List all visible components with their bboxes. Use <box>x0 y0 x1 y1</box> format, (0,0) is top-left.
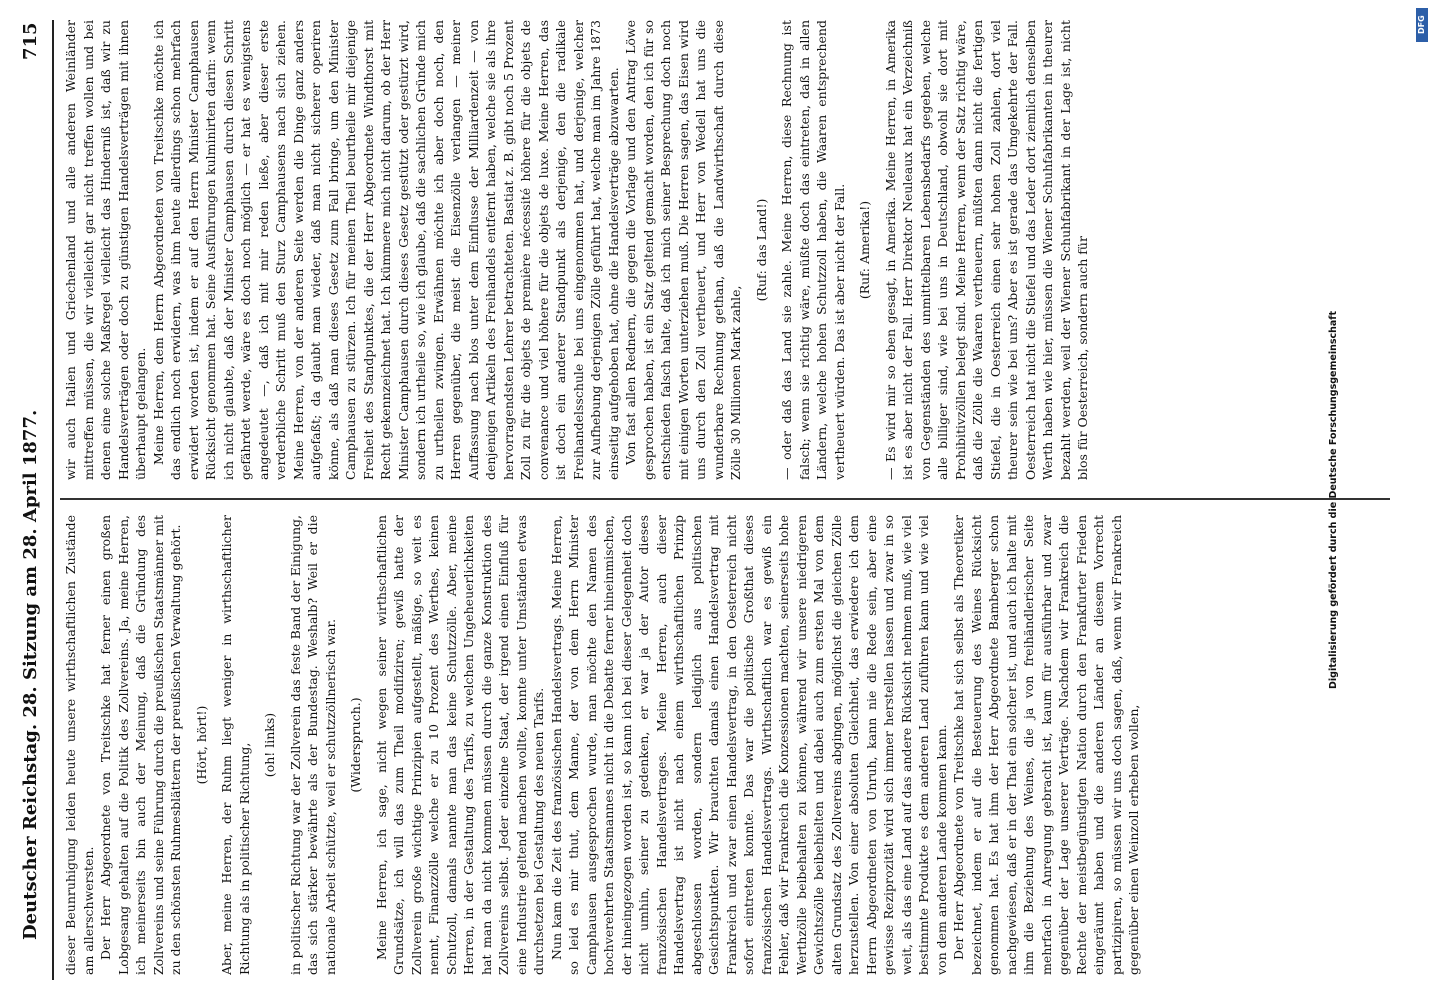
left-column-paragraph: Aber, meine Herren, der Ruhm liegt weniger in wirthschaftlicher Richtung als in politischer Richtung, <box>219 515 252 975</box>
left-column-interjection: (oh! links) <box>262 712 277 778</box>
header-rule <box>52 20 54 980</box>
right-column-paragraph: — Es wird mir so eben gesagt, in Amerika. Meine Herren, in Amerika ist es aber nicht der Fall. Herr Direktor Neuleaux hat ein Verzeichniß von Gegenständen des unmittelbaren Lebensbedarfs gegeben, welche alle billiger sind, wie bei uns in Deutschland, obwohl sie dort mit Prohibitivzöllen belegt sind. Meine Herren, wenn der Satz richtig wäre, daß die Zölle die Waaren vertheuern, müßten dann nicht die fertigen Stiefel, die in Oesterreich einen sehr hohen Zoll zahlen, dort viel theurer sein wie bei uns? Aber es ist gerade das Umgekehrte der Fall. Oesterreich hat nicht die Stiefel und das Leder dort ziemlich denselben Werth haben wie hier, müssen die Wiener Schuhfabrikanten in theurer bezahlt werden, weil der Wiener Schuhfabrikant in der Lage ist, nicht blos für Oesterreich, sondern auch für <box>882 20 1090 480</box>
left-column-paragraph: in politischer Richtung war der Zollverein das feste Band der Einigung, das sich stärker bewährte als der Bundestag. Weshalb? Weil er die nationale Arbeit schützte, weil er schutzzöllnerisch war. <box>287 515 338 975</box>
credit-text: Digitalisierung gefördert durch die Deutsche Forschungsgemeinschaft <box>1328 311 1339 689</box>
dfg-logo: DFG <box>1416 8 1428 42</box>
left-column-paragraph: Meine Herren, ich sage, nicht wegen seiner wirthschaftlichen Grundsätze, ich will das zum Theil modifiziren; gewiß hatte der Zollverein große wichtige Prinzipien aufgestellt, mäßige, so weit es nennt, Finanzzölle welche er zu 10 Prozent des Werthes, keinen Schutzoll, damals nannte man das keine Schutzzölle. Aber, meine Herren, in der Gestaltung des Tarifs, zu welchen Ungeheuerlichkeiten hat man da nicht kommen müssen durch die ganze Konstruktion des Zollvereins selbst. Jeder einzelne Staat, der irgend einen Einfluß für eine Industrie geltend machen wollte, konnte unter Umständen etwas durchsetzen bei Gestaltung des neuen Tarifs. <box>373 515 546 975</box>
left-column-paragraph: Der Herr Abgeordnete von Treitschke hat sich selbst als Theoretiker bezeichnet, indem er auf die Besteuerung des Weines Rücksicht genommen hat. Es hat ihm der Herr Abgeordnete Bamberger schon nachgewiesen, daß er in der That ein solcher ist, und auch ich halte mit ihm die Beziehung des Weines, die ja von freihändlerischer Seite mehrfach in Anregung gebracht ist, kaum für ausführbar und zwar gegenüber der Lage unserer Verträge. Nachdem wir Frankreich die Rechte der meistbegünstigten Nation durch den Frankfurter Frieden eingeräumt haben und die anderen Länder an diesem Vorrecht partizipiren, so müssen wir uns doch sagen, daß, wenn wir Frankreich gegenüber einen Weinzoll erheben wollen, <box>951 515 1141 975</box>
digitization-credit <box>1312 0 1339 1000</box>
right-column-paragraph: Meine Herren, dem Herrn Abgeordneten von Treitschke möchte ich das endlich noch erwidern, was ihm heute allerdings schon mehrfach erwidert worden ist, indem er auf den Herrn Minister Camphausen Rücksicht genommen hat. Seine Ausführungen kulminirten darin: wenn ich nicht glaubte, daß der Minister Camphausen durch diesen Schritt gefährdet werde, wäre es doch noch möglich — er hat es wenigstens angedeutet —, daß ich mit mir reden ließe, aber dieser erste verderbliche Schritt muß den Sturz Camphausens nach sich ziehen. Meine Herren, von der anderen Seite werden die Dinge ganz anders aufgefaßt; da glaubt man wieder, daß man nicht sicherer operiren könne, als daß man dieses Gesetz zum Fall bringe, um den Minister Camphausen zu stürzen. Ich für meinen Theil beurtheile mir diejenige Freiheit des Standpunktes, die der Herr Abgeordnete Windthorst mit Recht gekennzeichnet hat. Ich kümmere mich nicht darum, ob der Herr Minister Camphausen durch dieses Gesetz gestützt oder gestürzt wird, sondern ich urtheile so, wie ich glaube, daß die sachlichen Gründe mich zu urtheilen zwingen. Erwähnen möchte ich aber doch noch, den Herren gegenüber, die meist die Eisenzölle verlangen — meiner Auffassung nach blos unter dem Einflusse der Milliardenzeit — von denjenigen Artikeln des Freihandels entfernt haben, welche sie als ihre hervorragendsten Lehrer betrachteten. Bastiat z. B. gibt noch 5 Prozent Zoll zu für die objets de première nécessité höhere für die objets de convenance und viel höhere für die objets de luxe. Meine Herren, das ist doch ein anderer Standpunkt als derjenige, den die radikale Freihandelsschule bei uns eingenommen hat, und derjenige, welcher zur Aufhebung derjenigen Zölle geführt hat, welche man im Jahre 1873 einseitig aufgehoben hat, ohne die Handelsverträge abzuwarten. <box>150 20 621 480</box>
column-divider <box>60 498 1390 500</box>
left-column-paragraph: Nun kam die Zeit des französischen Handelsvertrags. Meine Herren, so leid es mir thut, dem Manne, der von dem Herrn Minister Camphausen ausgesprochen wurde, man möchte den Namen des hochverehrten Staatsmannes nicht in die Debatte ferner hineinmischen, der hineingezogen worden ist, so kann ich bei dieser Gelegenheit doch nicht umhin, seiner zu gedenken, er war ja der Autor dieses französischen Handelsvertrages. Meine Herren, auch dieser Handelsvertrag ist nicht nach einem wirthschaftlichen Prinzip abgeschlossen worden, sondern lediglich aus politischen Gesichtspunkten. Wir brauchten damals einen Handelsvertrag mit Frankreich und zwar einen Handelsvertrag, in den Oesterreich nicht sofort eintreten konnte. Das war die politische Großthat dieses französischen Handelsvertrags. Wirthschaftlich war es gewiß ein Fehler, daß wir Frankreich die Konzessionen machten, seinerseits hohe Werthzölle beibehalten zu können, während wir unsere niedrigeren Gewichtszölle beibehielten und dabei auch zum ersten Mal von dem alten Grundsatz des Zollvereins abgingen, möglichst die gleichen Zölle herzustellen. Von einer absoluten Gleichheit, das erwiedere ich dem Herrn Abgeordneten von Unruh, kann nie die Rede sein, aber eine gewisse Reziprozität wird sich immer herstellen lassen und zwar in so weit, als das eine Land auf das andere Rücksicht nehmen muß, wie viel bestimmte Produkte es dem anderen Land zuführen kann und wie viel von dem anderen Lande kommen kann. <box>548 515 949 975</box>
right-column <box>62 20 1392 480</box>
left-column <box>62 515 1392 975</box>
left-column-paragraph: Der Herr Abgeordnete von Treitschke hat ferner einen großen Lobgesang gehalten auf die Politik des Zollvereins. Ja, meine Herren, ich meinerseits bin auch der Meinung, daß die Gründung des Zollvereins und seine Führung durch die preußischen Staatsmänner mit zu den schönsten Ruhmesblättern der preußischen Verwaltung gehört. <box>98 515 183 975</box>
right-column-interjection: (Ruf: Amerika!) <box>857 200 872 300</box>
left-column-interjection: (Widerspruch.) <box>348 697 363 793</box>
right-column-paragraph: wir auch Italien und Griechenland und alle anderen Weinländer mittreffen müssen, die wir vielleicht gar nicht treffen wollen und bei denen eine solche Maßregel vielleicht das Hinderniß ist, daß wir zu Handelsverträgen oder doch zu günstigen Handelsverträgen mit ihnen überhaupt gelangen. <box>63 20 148 480</box>
page-number: 715 <box>20 22 41 60</box>
left-column-interjection: (Hört, hört!) <box>193 705 209 785</box>
left-column-paragraph: dieser Beunruhigung leiden heute unsere wirthschaftlichen Zustände am allerschwersten. <box>63 515 96 975</box>
right-column-interjection: (Ruf: das Land!) <box>753 198 769 302</box>
page-header <box>20 0 50 1000</box>
right-column-paragraph: Von fast allen Rednern, die gegen die Vorlage und den Antrag Löwe gesprochen haben, ist ein Satz geltend gemacht worden, den ich für so entschieden falsch halte, daß ich mich seiner Besprechung doch noch mit einigen Worten unterziehen muß. Die Herren sagen, das Eisen wird uns durch den Zoll vertheuert, und Herr von Wedell hat uns die wunderbare Rechnung gethan, daß die Landwirthschaft durch diese Zölle 30 Millionen Mark zahle, <box>623 20 743 480</box>
right-column-paragraph: — oder daß das Land sie zahle. Meine Herren, diese Rechnung ist falsch; wenn sie richtig wäre, müßte doch das eintreten, daß in allen Ländern, welche hohen Schutzzoll haben, die Waaren entsprechend vertheuert würden. Das ist aber nicht der Fall. <box>779 20 847 480</box>
header-title: Deutscher Reichstag. 28. Sitzung am 28. April 1877. <box>20 409 41 940</box>
